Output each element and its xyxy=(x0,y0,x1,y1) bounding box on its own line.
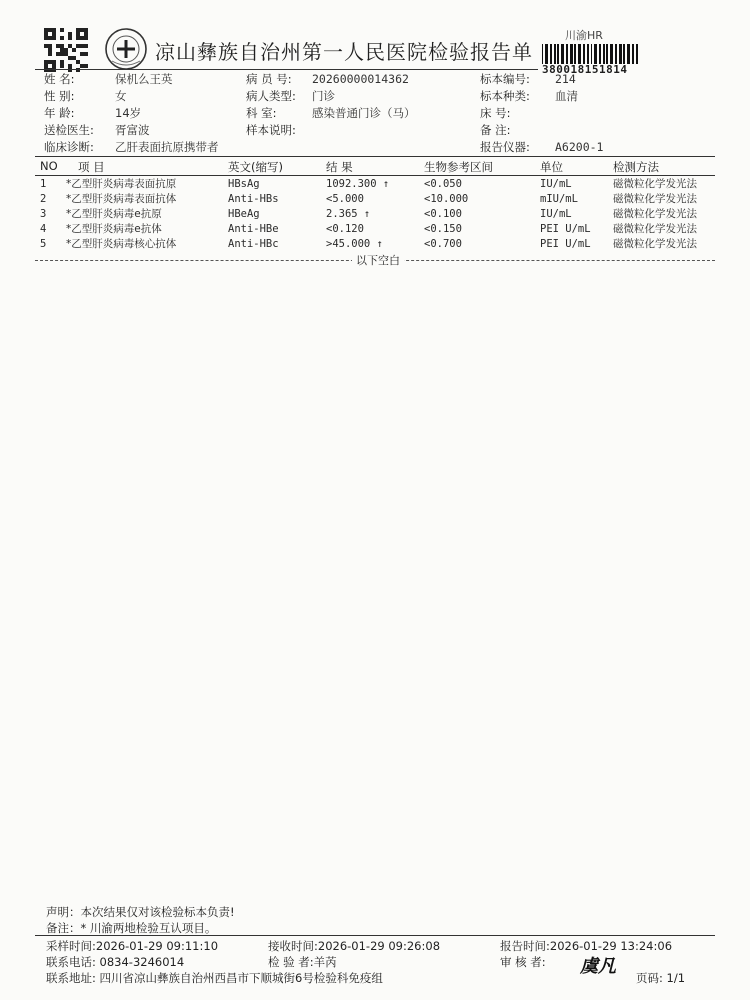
barcode xyxy=(540,44,700,64)
diagnosis-label: 临床诊断: xyxy=(44,140,94,154)
row-unit: PEI U/mL xyxy=(540,223,591,235)
col-method-header: 检测方法 xyxy=(613,160,659,174)
department-label: 科 室: xyxy=(246,106,277,120)
row-item: *乙型肝炎病毒核心抗体 xyxy=(66,238,177,250)
statement-text: 声明：本次结果仅对该检验标本负责! xyxy=(46,905,235,919)
row-range: <0.150 xyxy=(424,223,462,235)
row-unit: IU/mL xyxy=(540,178,572,190)
row-method: 磁微粒化学发光法 xyxy=(613,193,697,205)
table-row xyxy=(0,177,750,192)
instrument-label: 报告仪器: xyxy=(480,140,530,154)
department-value: 感染普通门诊（马） xyxy=(312,106,416,120)
barcode-number: 380018151814 xyxy=(542,63,628,76)
row-item: *乙型肝炎病毒e抗体 xyxy=(66,223,162,235)
patient-type-label: 病人类型: xyxy=(246,89,296,103)
row-range: <10.000 xyxy=(424,193,469,205)
name-label: 姓 名: xyxy=(44,72,75,86)
col-range-header: 生物参考区间 xyxy=(424,160,493,174)
col-unit-header: 单位 xyxy=(540,160,563,174)
patient-no-label: 病 员 号: xyxy=(246,72,292,86)
sample-no-label: 标本编号: xyxy=(480,72,530,86)
gender-value: 女 xyxy=(115,89,127,103)
table-row xyxy=(0,237,750,252)
row-unit: mIU/mL xyxy=(540,193,578,205)
table-row xyxy=(0,207,750,222)
row-abbr: Anti-HBe xyxy=(228,223,279,235)
row-abbr: Anti-HBs xyxy=(228,193,279,205)
doctor-label: 送检医生: xyxy=(44,123,94,137)
row-abbr: Anti-HBc xyxy=(228,238,279,250)
col-item-header: 项 目 xyxy=(78,160,105,174)
footer-top-rule xyxy=(35,935,715,936)
doctor-value: 胥富波 xyxy=(115,123,150,137)
header-rule xyxy=(35,69,538,70)
row-item: *乙型肝炎病毒e抗原 xyxy=(66,208,162,220)
report-title: 凉山彝族自治州第一人民医院检验报告单 xyxy=(155,40,533,64)
page-number: 页码: 1/1 xyxy=(636,971,686,985)
qr-code xyxy=(44,28,88,72)
collect-time: 采样时间:2026-01-29 09:11:10 xyxy=(46,939,219,953)
sample-type-value: 血清 xyxy=(555,89,578,103)
row-no: 4 xyxy=(40,223,47,235)
patient-type-value: 门诊 xyxy=(312,89,335,103)
report-time: 报告时间:2026-01-29 13:24:06 xyxy=(500,939,673,953)
reviewer-signature: 虞凡 xyxy=(580,956,616,977)
row-result: <5.000 xyxy=(326,193,364,205)
remark-label: 备 注: xyxy=(480,123,511,137)
row-item: *乙型肝炎病毒表面抗体 xyxy=(66,193,177,205)
end-of-results-text: 以下空白 xyxy=(352,252,404,268)
footer-note: 备注：* 川渝两地检验互认项目。 xyxy=(46,921,217,935)
col-abbr-header: 英文(缩写) xyxy=(228,160,283,174)
row-abbr: HBsAg xyxy=(228,178,260,190)
row-method: 磁微粒化学发光法 xyxy=(613,178,697,190)
row-result: 1092.300 ↑ xyxy=(326,178,390,190)
hospital-logo xyxy=(104,27,148,71)
row-item: *乙型肝炎病毒表面抗原 xyxy=(66,178,177,190)
contact-phone: 联系电话: 0834-3246014 xyxy=(46,955,185,969)
row-result: <0.120 xyxy=(326,223,364,235)
gender-label: 性 别: xyxy=(44,89,75,103)
row-no: 5 xyxy=(40,238,47,250)
row-range: <0.700 xyxy=(424,238,462,250)
patient-no-value: 20260000014362 xyxy=(312,72,409,86)
tester: 检 验 者:羊芮 xyxy=(268,955,337,969)
receive-time: 接收时间:2026-01-29 09:26:08 xyxy=(268,939,441,953)
row-method: 磁微粒化学发光法 xyxy=(613,208,697,220)
row-unit: IU/mL xyxy=(540,208,572,220)
sample-note-label: 样本说明: xyxy=(246,123,296,137)
row-result: >45.000 ↑ xyxy=(326,238,383,250)
row-range: <0.100 xyxy=(424,208,462,220)
bed-label: 床 号: xyxy=(480,106,511,120)
row-unit: PEI U/mL xyxy=(540,238,591,250)
row-method: 磁微粒化学发光法 xyxy=(613,223,697,235)
col-no-header: NO xyxy=(40,159,58,173)
age-value: 14岁 xyxy=(115,106,142,120)
info-bottom-rule xyxy=(35,156,715,157)
sample-type-label: 标本种类: xyxy=(480,89,530,103)
row-method: 磁微粒化学发光法 xyxy=(613,238,697,250)
row-range: <0.050 xyxy=(424,178,462,190)
instrument-value: A6200-1 xyxy=(555,140,604,154)
col-result-header: 结 果 xyxy=(326,160,353,174)
hr-mark: 川渝HR xyxy=(565,29,603,42)
row-no: 2 xyxy=(40,193,47,205)
table-row xyxy=(0,192,750,207)
name-value: 保机么王英 xyxy=(115,72,173,86)
row-result: 2.365 ↑ xyxy=(326,208,371,220)
contact-address: 联系地址: 四川省凉山彝族自治州西昌市下顺城街6号检验科免疫组 xyxy=(46,971,383,985)
age-label: 年 龄: xyxy=(44,106,75,120)
row-no: 1 xyxy=(40,178,47,190)
diagnosis-value: 乙肝表面抗原携带者 xyxy=(115,140,219,154)
reviewer-label: 审 核 者: xyxy=(500,955,546,969)
sample-no-value: 214 xyxy=(555,72,576,86)
row-no: 3 xyxy=(40,208,47,220)
row-abbr: HBeAg xyxy=(228,208,260,220)
table-header-rule xyxy=(35,175,715,176)
table-row xyxy=(0,222,750,237)
